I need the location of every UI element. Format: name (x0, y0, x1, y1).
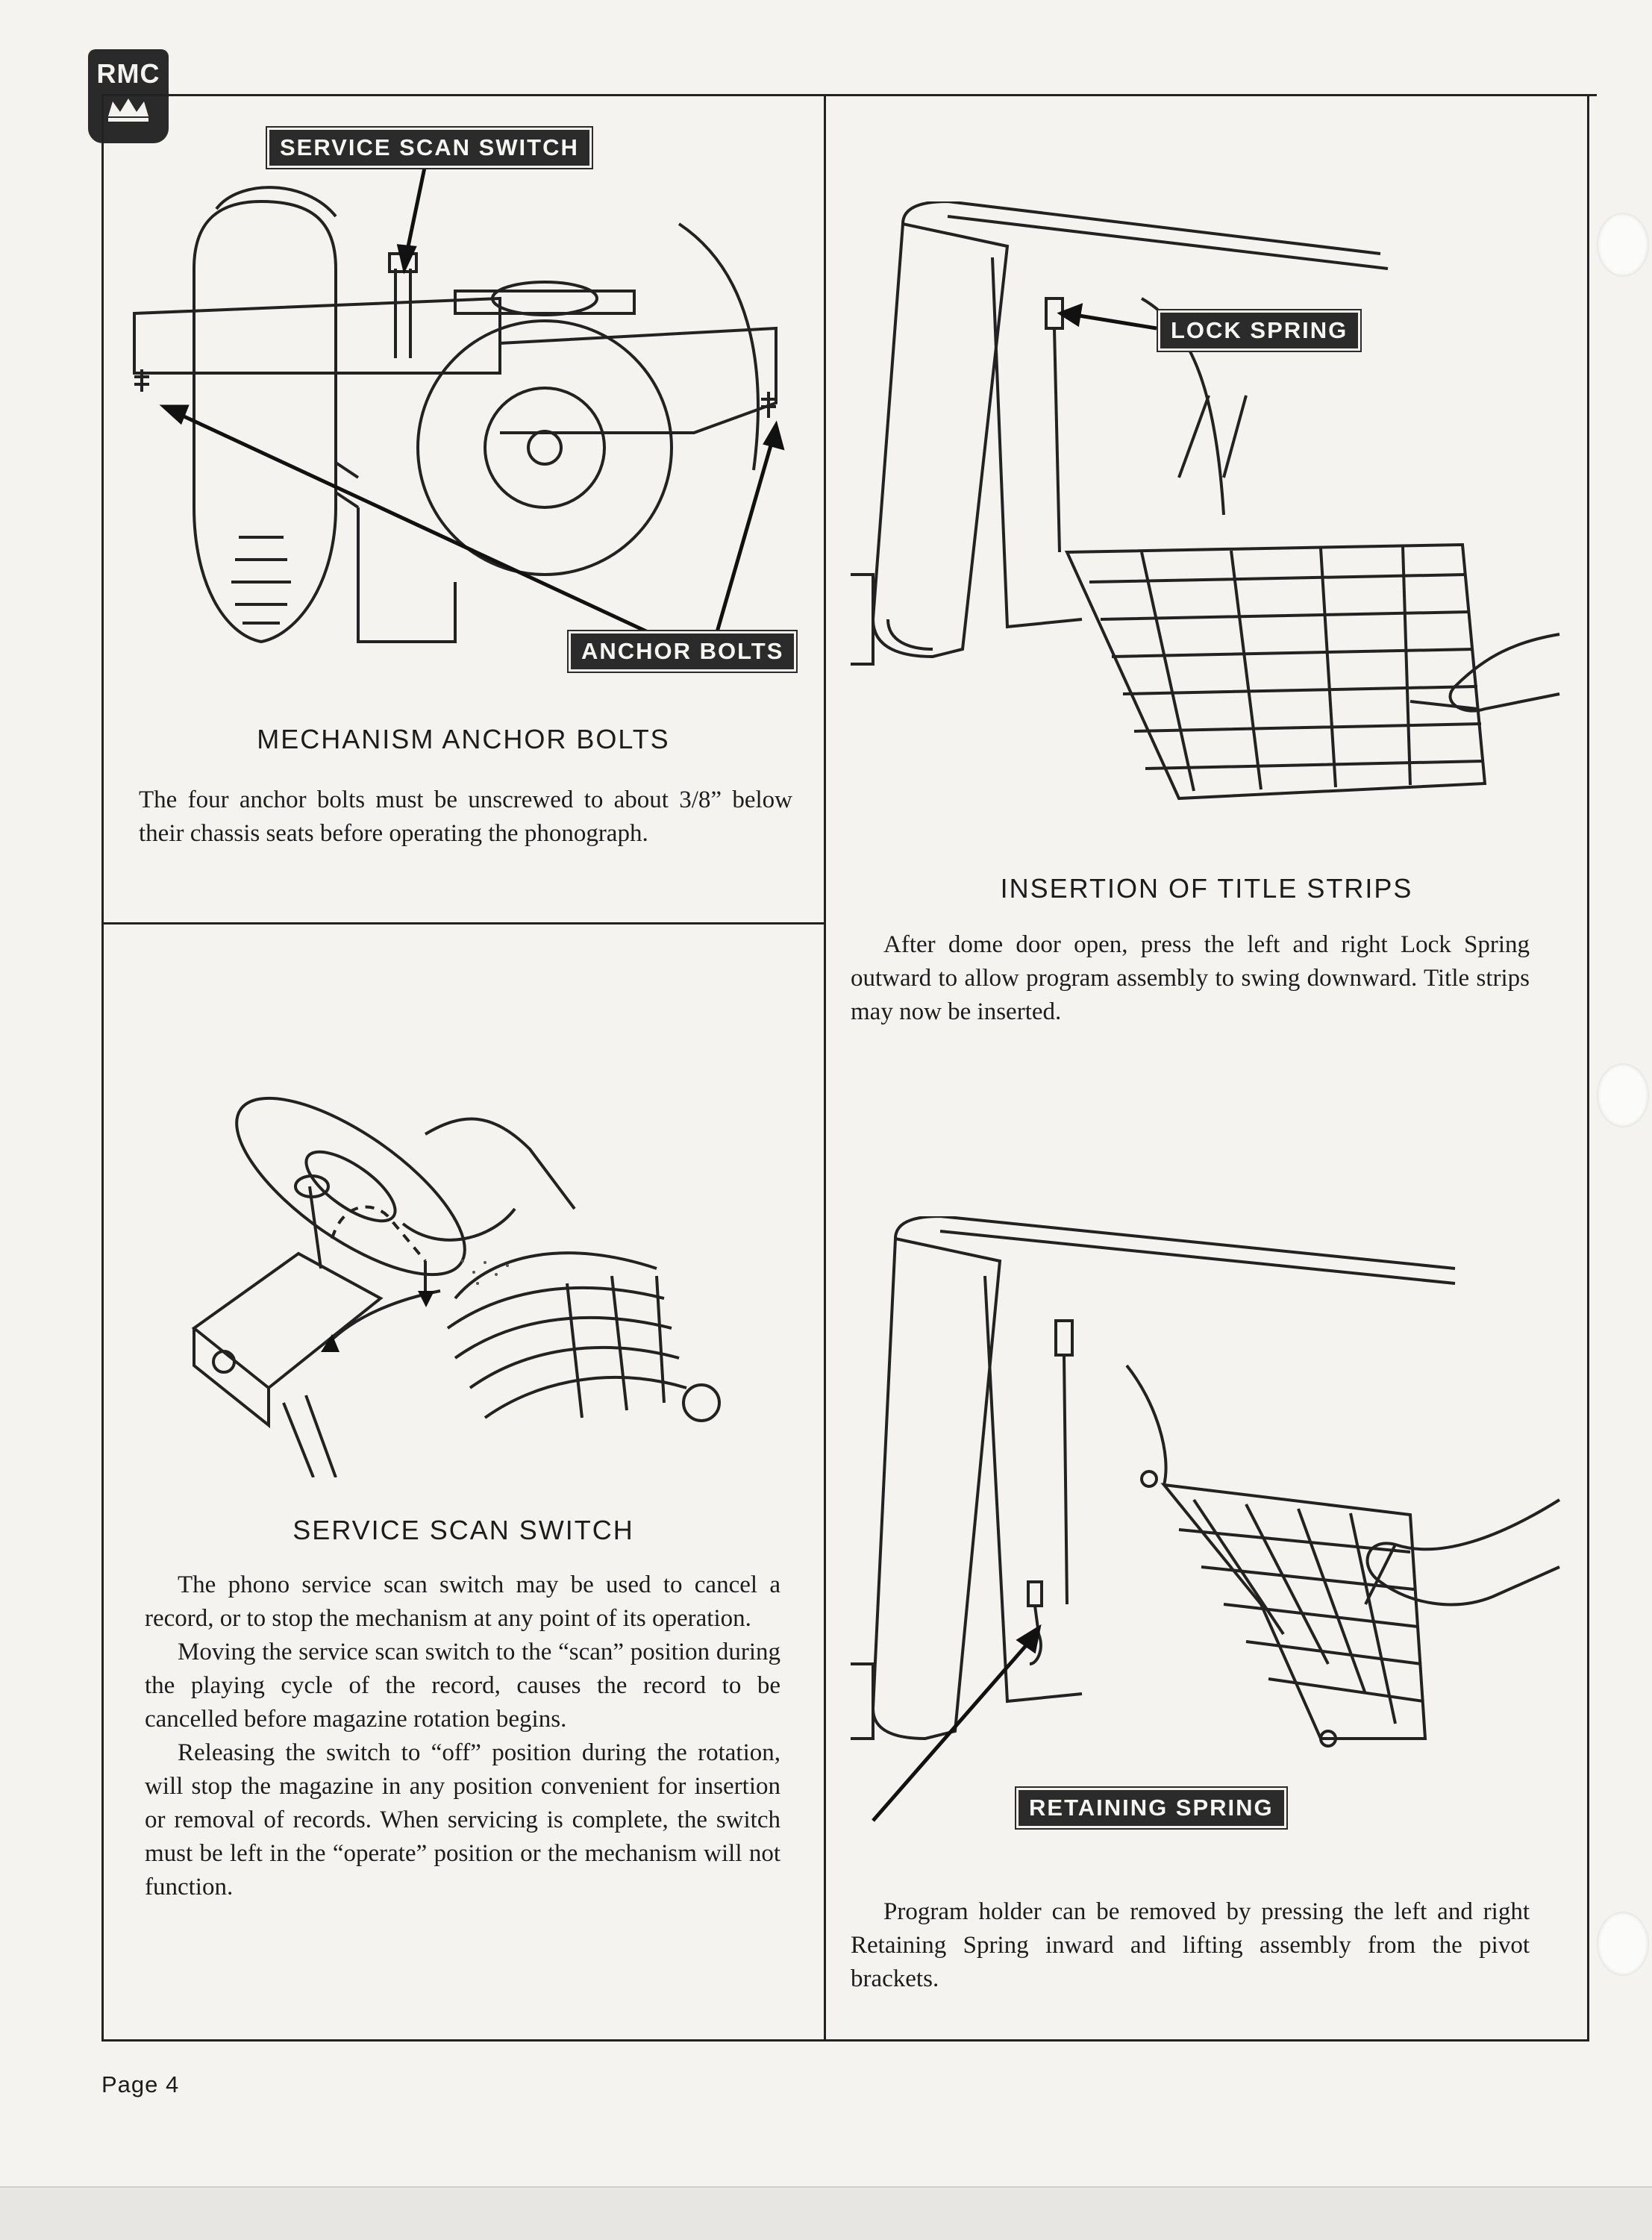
title-strips-text (851, 928, 1530, 1029)
logo-text: RMC (96, 58, 160, 89)
retaining-spring-callout: RETAINING SPRING (1016, 1788, 1286, 1828)
scan-switch-paragraph-3: Releasing the switch to “off” position during the rotation, will stop the magazine in any position convenient for insertion or removal of records. When servicing is complete, the switch must be left in the “operate” position or the mechanism will not function. (145, 1739, 780, 1900)
retaining-spring-illustration (843, 1216, 1567, 1828)
scan-switch-paragraph-2: Moving the service scan switch to the “scan” position during the playing cycle of the record, causes the record to be cancelled before magazine rotation begins. (145, 1639, 780, 1733)
title-strips-paragraph: After dome door open, press the left and right Lock Spring outward to allow program assembly to swing downward. Title strips may now be inserted. (851, 931, 1530, 1025)
anchor-bolts-text (139, 783, 792, 851)
anchor-bolts-callout: ANCHOR BOLTS (569, 631, 796, 672)
anchor-bolts-heading: MECHANISM ANCHOR BOLTS (257, 724, 670, 754)
anchor-bolts-paragraph: The four anchor bolts must be unscrewed to about 3/8” below their chassis seats before operating the phonograph. (139, 786, 792, 847)
binder-hole (1597, 213, 1649, 277)
retaining-spring-text (851, 1895, 1530, 1996)
scan-edge (0, 2186, 1652, 2240)
lock-spring-callout: LOCK SPRING (1158, 310, 1360, 351)
scan-switch-paragraph-1: The phono service scan switch may be used to cancel a record, or to stop the mechanism at any point of its operation. (145, 1571, 780, 1632)
scan-switch-heading: SERVICE SCAN SWITCH (292, 1515, 634, 1545)
binder-hole (1597, 1912, 1649, 1976)
column-divider (824, 94, 826, 2042)
retaining-spring-paragraph: Program holder can be removed by pressing the left and right Retaining Spring inward and lifting assembly from the pivot brackets. (851, 1898, 1530, 1992)
mechanism-illustration (112, 119, 813, 672)
binder-hole (1597, 1063, 1649, 1127)
left-row-divider (101, 922, 825, 925)
title-strip-illustration (843, 201, 1567, 821)
service-scan-switch-callout: SERVICE SCAN SWITCH (267, 128, 592, 168)
title-strips-heading: INSERTION OF TITLE STRIPS (1000, 873, 1413, 904)
scan-switch-illustration (179, 940, 798, 1477)
page-number: Page 4 (101, 2071, 180, 2097)
scan-switch-text (145, 1568, 780, 1904)
